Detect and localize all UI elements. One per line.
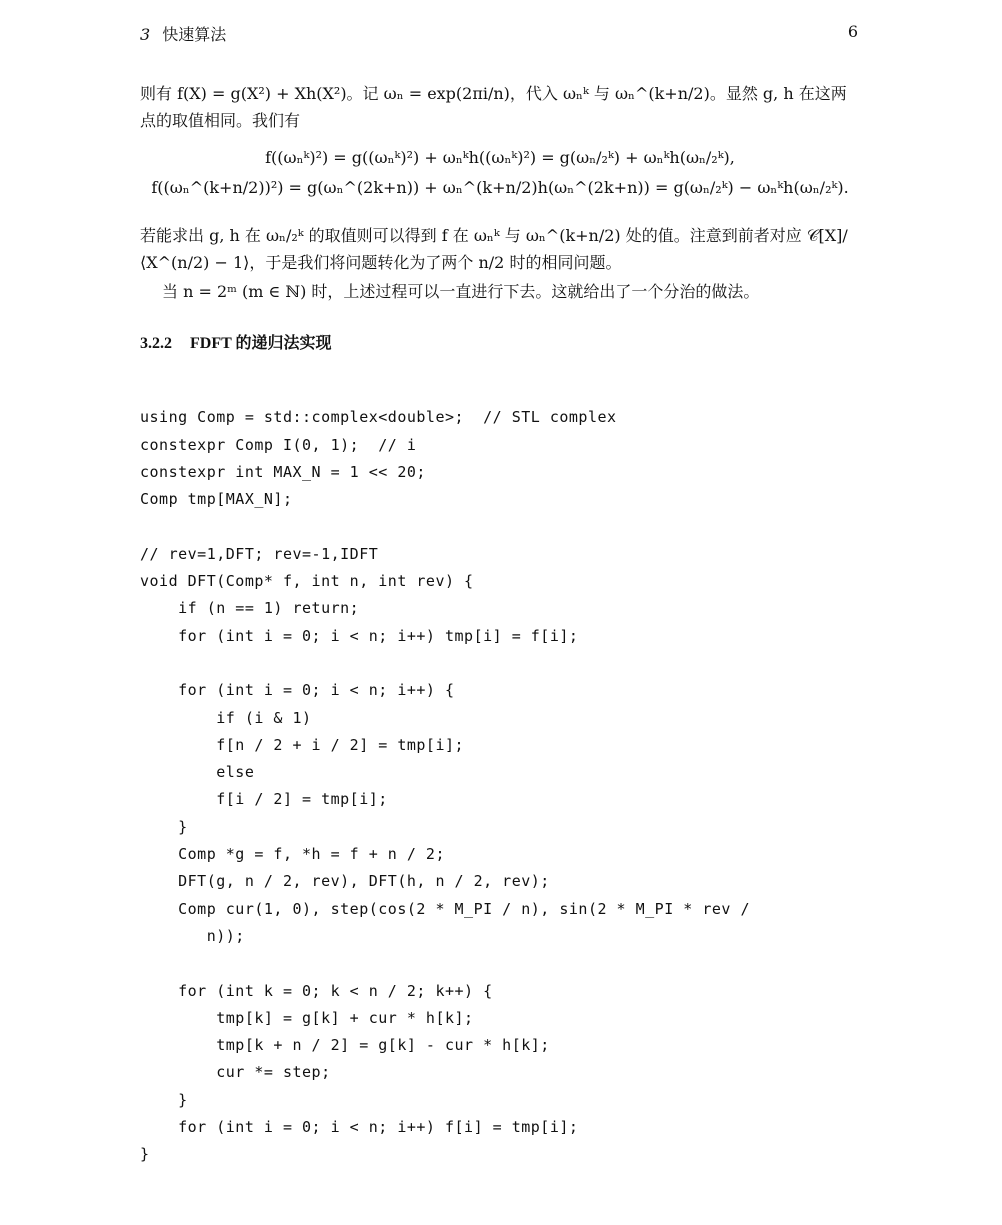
code-line: } bbox=[140, 1090, 188, 1109]
code-line: else bbox=[140, 763, 255, 782]
code-line bbox=[140, 650, 870, 677]
code-line: for (int k = 0; k < n / 2; k++) { bbox=[140, 981, 493, 1000]
code-line: cur *= step; bbox=[140, 1063, 331, 1082]
code-line: // rev=1,DFT; rev=-1,IDFT bbox=[140, 544, 379, 563]
section-title: FDFT 的递归法实现 bbox=[190, 335, 332, 352]
code-line: } bbox=[140, 817, 188, 836]
section-number: 3.2.2 bbox=[140, 335, 172, 352]
code-line: void DFT(Comp* f, int n, int rev) { bbox=[140, 572, 474, 591]
code-line: Comp tmp[MAX_N]; bbox=[140, 490, 293, 509]
code-line: Comp cur(1, 0), step(cos(2 * M_PI / n), sin(2 * M_PI * rev / bbox=[140, 899, 750, 918]
code-line bbox=[140, 950, 870, 977]
code-line: n)); bbox=[140, 926, 245, 945]
code-line: if (i & 1) bbox=[140, 708, 312, 727]
code-line: constexpr int MAX_N = 1 << 20; bbox=[140, 462, 426, 481]
code-line bbox=[140, 513, 870, 540]
code-line: DFT(g, n / 2, rev), DFT(h, n / 2, rev); bbox=[140, 872, 550, 891]
equation-1: f((ωₙᵏ)²) = g((ωₙᵏ)²) + ωₙᵏh((ωₙᵏ)²) = g(ωₙ/₂ᵏ) + ωₙᵏh(ωₙ/₂ᵏ), bbox=[265, 148, 735, 167]
paragraph-1: 则有 f(X) = g(X²) + Xh(X²)。记 ωₙ = exp(2πi/n)，代入 ωₙᵏ 与 ωₙ^(k+n/2)。显然 g, h 在这两点的取值相同。我们有 bbox=[140, 84, 847, 130]
code-line: if (n == 1) return; bbox=[140, 599, 360, 618]
code-listing bbox=[140, 377, 870, 1223]
code-line: using Comp = std::complex<double>; // STL complex bbox=[140, 408, 617, 427]
page-number: 6 bbox=[847, 22, 858, 41]
code-line: tmp[k] = g[k] + cur * h[k]; bbox=[140, 1008, 474, 1027]
code-line: } bbox=[140, 1145, 150, 1164]
code-line: for (int i = 0; i < n; i++) { bbox=[140, 681, 455, 700]
code-line: tmp[k + n / 2] = g[k] - cur * h[k]; bbox=[140, 1036, 550, 1055]
running-header bbox=[140, 22, 858, 46]
equation-2: f((ωₙ^(k+n/2))²) = g(ωₙ^(2k+n)) + ωₙ^(k+n/2)h(ωₙ^(2k+n)) = g(ωₙ/₂ᵏ) − ωₙᵏh(ωₙ/₂ᵏ). bbox=[151, 178, 849, 197]
paragraph-2: 若能求出 g, h 在 ωₙ/₂ᵏ 的取值则可以得到 f 在 ωₙᵏ 与 ωₙ^(k+n/2) 处的值。注意到前者对应 𝒞[X]/⟨X^(n/2) − 1⟩，于是我们将问题转化为了两个 n/2 时的相同问题。 bbox=[140, 226, 848, 272]
section-heading bbox=[140, 330, 332, 353]
code-line: for (int i = 0; i < n; i++) tmp[i] = f[i]; bbox=[140, 626, 579, 645]
chapter-number: 3 bbox=[140, 25, 151, 44]
code-line: Comp *g = f, *h = f + n / 2; bbox=[140, 845, 445, 864]
code-line: for (int i = 0; i < n; i++) f[i] = tmp[i]; bbox=[140, 1118, 579, 1137]
code-line: f[i / 2] = tmp[i]; bbox=[140, 790, 388, 809]
chapter-heading bbox=[140, 22, 226, 45]
code-line: constexpr Comp I(0, 1); // i bbox=[140, 435, 417, 454]
chapter-title: 快速算法 bbox=[162, 25, 227, 44]
code-line: f[n / 2 + i / 2] = tmp[i]; bbox=[140, 735, 465, 754]
paragraph-3: 当 n = 2ᵐ (m ∈ ℕ) 时，上述过程可以一直进行下去。这就给出了一个分治的做法。 bbox=[162, 282, 760, 301]
